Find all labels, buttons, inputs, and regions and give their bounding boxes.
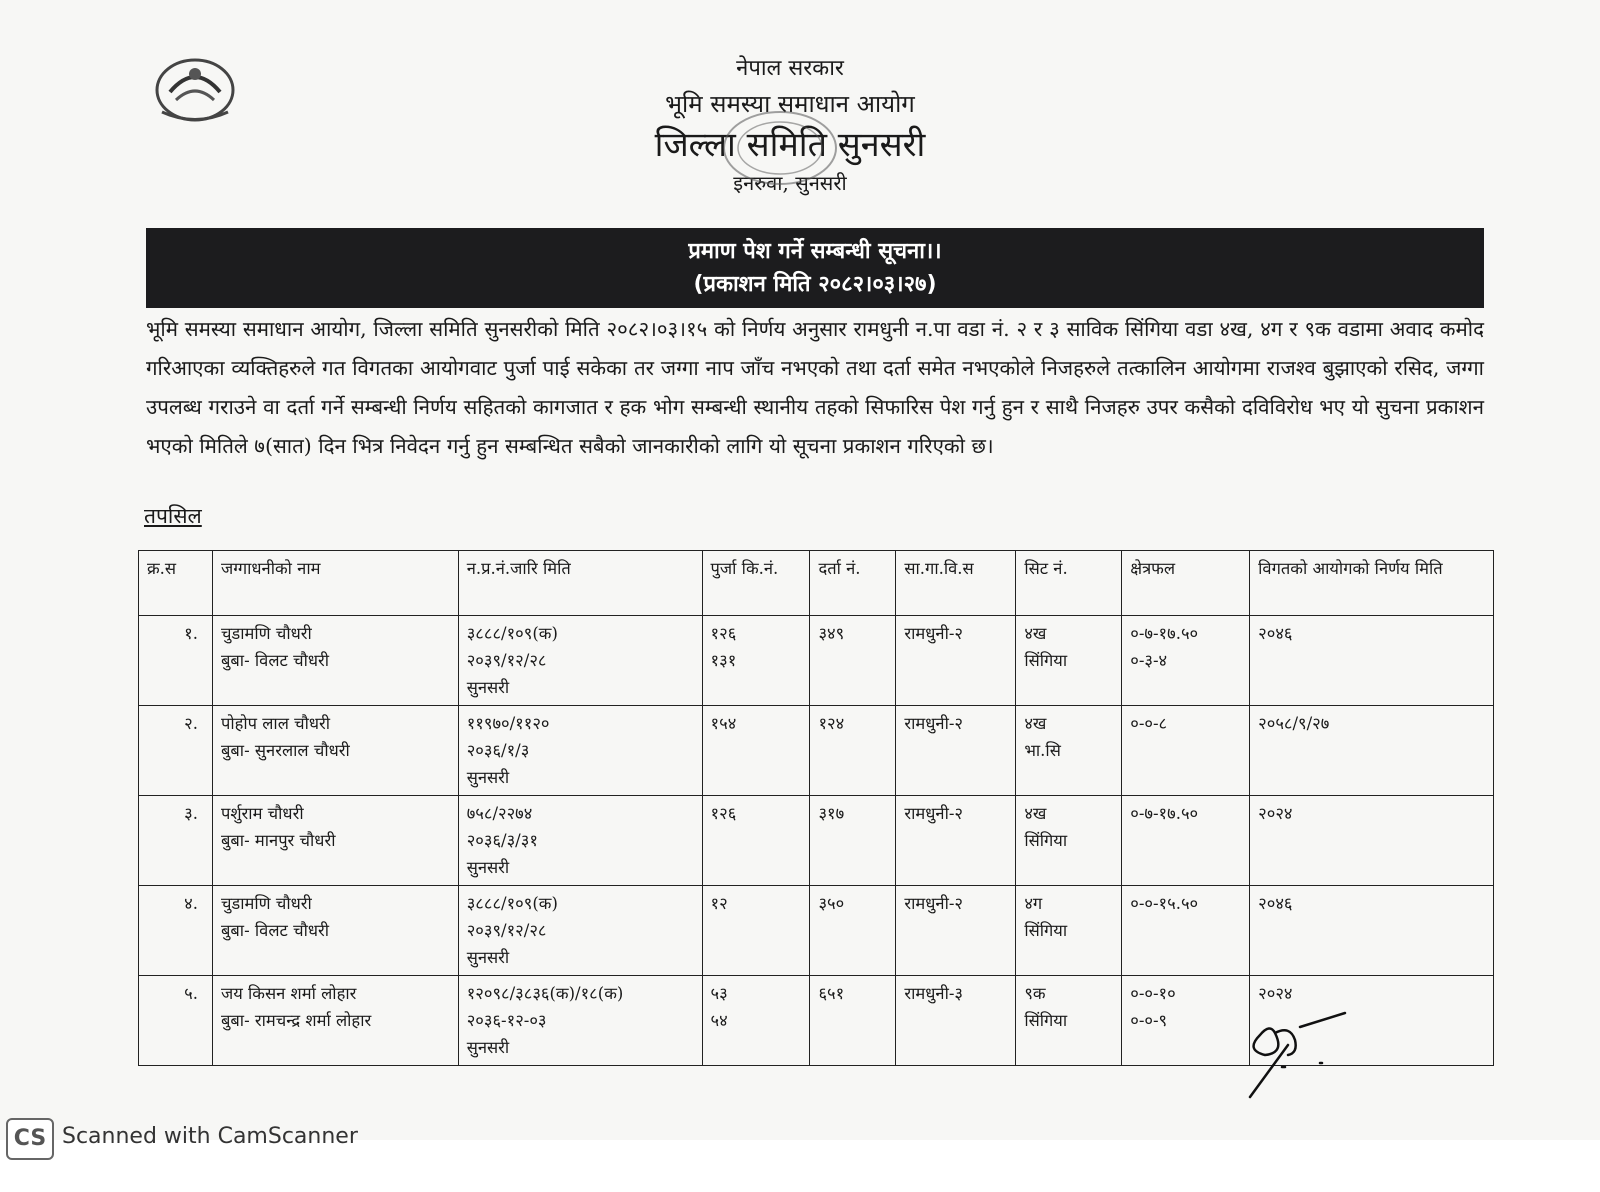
area-value: ०-०-१० [1130,984,1176,1003]
sheet-number: ४ग [1024,894,1043,913]
kitta-number: ५४ [710,1011,728,1030]
darta-number: ६५१ [810,976,896,1066]
decision-date: २०४६ [1250,886,1494,976]
table-header-row [139,551,1494,616]
serial-number: ४. [139,886,213,976]
owner-cell [212,886,458,976]
table-row [139,616,1494,706]
decision-date: २०२४ [1250,796,1494,886]
area-value: ०-३-४ [1130,651,1168,670]
owner-name: पर्शुराम चौधरी [220,804,304,823]
np-cell [458,886,702,976]
np-date: २०३६-१२-०३ [466,1011,547,1030]
office-location: इनरुवा, सुनसरी [733,171,847,195]
kitta-number: १२६ [710,624,737,643]
column-header: विगतको आयोगको निर्णय मिति [1250,551,1494,616]
area-value: ०-०-९ [1130,1011,1168,1030]
vdc-name: रामधुनी-२ [896,616,1016,706]
serial-number: ५. [139,976,213,1066]
owner-father: बुबा- मानपुर चौधरी [220,831,336,850]
camscanner-logo-icon: CS [6,1118,54,1160]
np-number: ११९७०/११२० [466,714,550,733]
np-number: ७५८/२२७४ [466,804,533,823]
column-header: दर्ता नं. [810,551,896,616]
owner-name: जय किसन शर्मा लोहार [220,984,357,1003]
owner-name: पोहोप लाल चौधरी [220,714,331,733]
area-cell [1122,976,1250,1066]
owner-name: चुडामणि चौधरी [220,624,312,643]
np-district: सुनसरी [466,948,510,967]
decision-date: २०५८/९/२७ [1250,706,1494,796]
owner-father: बुबा- विलट चौधरी [220,921,330,940]
kitta-number: ५३ [710,984,728,1003]
np-district: सुनसरी [466,1038,510,1057]
np-cell [458,796,702,886]
kitta-cell [702,796,810,886]
column-header: न.प्र.नं.जारि मिति [458,551,702,616]
sheet-cell [1016,886,1122,976]
darta-number: ३४९ [810,616,896,706]
schedule-heading: तपसिल [144,504,202,528]
np-number: ३८८८/१०९(क) [466,894,558,913]
column-header: पुर्जा कि.नं. [702,551,810,616]
serial-number: ३. [139,796,213,886]
owner-father: बुबा- सुनरलाल चौधरी [220,741,350,760]
sheet-place: सिंगिया [1024,651,1068,670]
sheet-place: सिंगिया [1024,921,1068,940]
district-committee-name: जिल्ला समिति सुनसरी [654,125,926,165]
owner-father: बुबा- रामचन्द्र शर्मा लोहार [220,1011,372,1030]
sheet-place: भा.सि [1024,741,1061,760]
decision-date: २०२४ [1250,976,1494,1066]
np-date: २०३९/१२/२८ [466,921,547,940]
area-cell [1122,796,1250,886]
sheet-place: सिंगिया [1024,1011,1068,1030]
publication-date: (प्रकाशन मिति २०८२।०३।२७) [693,272,937,297]
owner-name: चुडामणि चौधरी [220,894,312,913]
column-header: क्र.स [139,551,213,616]
darta-number: ३५० [810,886,896,976]
notice-body: भूमि समस्या समाधान आयोग, जिल्ला समिति सुनसरीको मिति २०८२।०३।१५ को निर्णय अनुसार रामधुनी न.पा वडा नं. २ र ३ साविक सिंगिया वडा ४ख, ४ग र ९क वडामा अवाद कमोद गरिआएका व्यक्तिहरुले गत विगतका आयोगवाट पुर्जा पाई सकेका तर जग्गा नाप जाँच नभएको तथा दर्ता समेत नभएकोले निजहरुले तत्कालिन आयोगमा राजश्व बुझाएको रसिद, जग्गा उपलब्ध गराउने वा दर्ता गर्ने सम्बन्धी निर्णय सहितको कागजात र हक भोग सम्बन्धी स्थानीय तहको सिफारिस पेश गर्नु हुन र साथै निजहरु उपर कसैको दविविरोध भए यो सुचना प्रकाशन भएको मितिले ७(सात) दिन भित्र निवेदन गर्नु हुन सम्बन्धित सबैको जानकारीको लागि यो सूचना प्रकाशन गरिएको छ। [146,317,1484,458]
sheet-number: ४ख [1024,624,1047,643]
np-cell [458,616,702,706]
kitta-cell [702,616,810,706]
owner-father: बुबा- विलट चौधरी [220,651,330,670]
notice-title-band [146,228,1484,308]
owner-cell [212,796,458,886]
np-date: २०३६/१/३ [466,741,530,760]
np-number: १२०९८/३८३६(क)/१८(क) [466,984,624,1003]
serial-number: २. [139,706,213,796]
sheet-cell [1016,796,1122,886]
area-cell [1122,886,1250,976]
kitta-cell [702,706,810,796]
kitta-number: १५४ [710,714,737,733]
np-date: २०३६/३/३१ [466,831,538,850]
column-header: क्षेत्रफल [1122,551,1250,616]
table-row [139,796,1494,886]
column-header: सा.गा.वि.स [896,551,1016,616]
table-row [139,886,1494,976]
area-value: ०-७-१७.५० [1130,804,1199,823]
government-name: नेपाल सरकार [736,56,844,81]
office-seal-stamp [720,108,840,188]
area-cell [1122,706,1250,796]
column-header: सिट नं. [1016,551,1122,616]
camscanner-watermark-text: Scanned with CamScanner [62,1124,358,1149]
kitta-number: १३१ [710,651,737,670]
owner-cell [212,616,458,706]
np-number: ३८८८/१०९(क) [466,624,558,643]
notice-title: प्रमाण पेश गर्ने सम्बन्धी सूचना।। [688,239,942,264]
vdc-name: रामधुनी-२ [896,886,1016,976]
vdc-name: रामधुनी-२ [896,706,1016,796]
sheet-cell [1016,976,1122,1066]
commission-name: भूमि समस्या समाधान आयोग [665,90,915,118]
kitta-cell [702,976,810,1066]
vdc-name: रामधुनी-२ [896,796,1016,886]
kitta-number: १२ [710,894,728,913]
area-cell [1122,616,1250,706]
vdc-name: रामधुनी-३ [896,976,1016,1066]
owner-cell [212,976,458,1066]
kitta-cell [702,886,810,976]
handwritten-signature [1240,1005,1360,1100]
sheet-place: सिंगिया [1024,831,1068,850]
darta-number: ३१७ [810,796,896,886]
np-date: २०३९/१२/२८ [466,651,547,670]
column-header: जग्गाधनीको नाम [212,551,458,616]
decision-date: २०४६ [1250,616,1494,706]
sheet-cell [1016,706,1122,796]
np-district: सुनसरी [466,858,510,877]
area-value: ०-०-१५.५० [1130,894,1199,913]
sheet-number: ४ख [1024,804,1047,823]
serial-number: १. [139,616,213,706]
darta-number: १२४ [810,706,896,796]
table-row [139,706,1494,796]
owner-cell [212,706,458,796]
sheet-number: ४ख [1024,714,1047,733]
sheet-number: ९क [1024,984,1046,1003]
np-cell [458,706,702,796]
nepal-government-emblem-icon [152,52,238,124]
np-district: सुनसरी [466,768,510,787]
np-district: सुनसरी [466,678,510,697]
np-cell [458,976,702,1066]
area-value: ०-७-१७.५० [1130,624,1199,643]
landowner-table [138,550,1494,1066]
kitta-number: १२६ [710,804,737,823]
area-value: ०-०-८ [1130,714,1168,733]
sheet-cell [1016,616,1122,706]
